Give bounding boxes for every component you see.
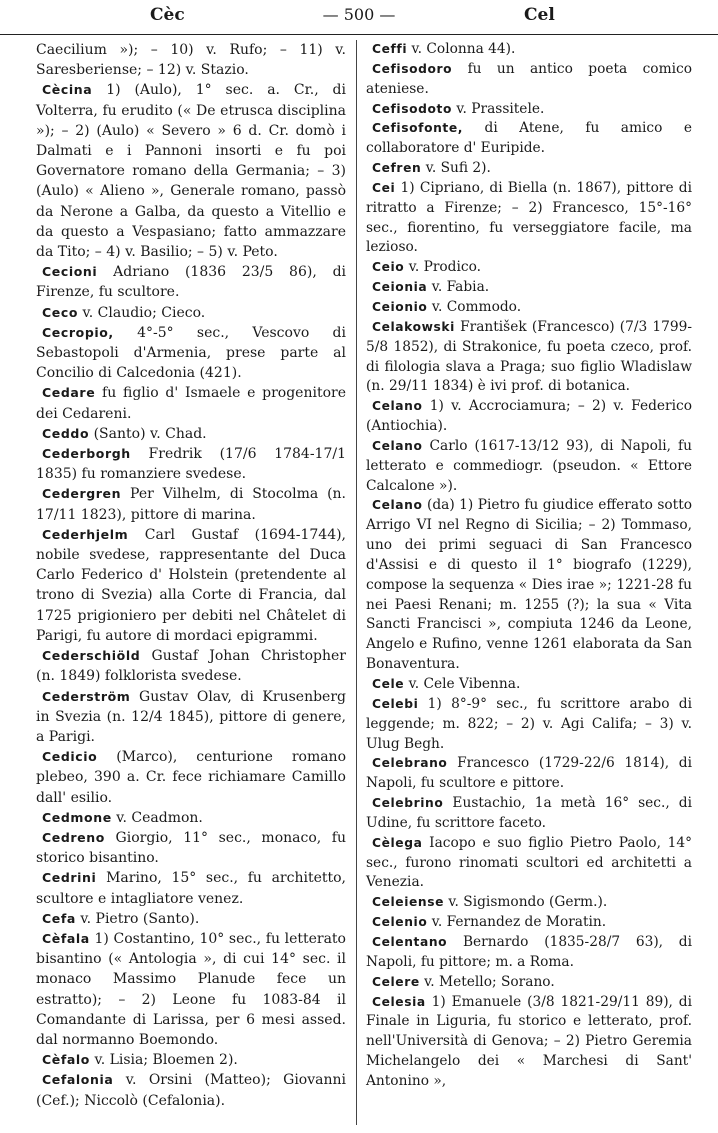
entry-text: Francesco (1729-22/6 1814), di Napoli, fu scultore e pittore. bbox=[366, 755, 692, 792]
entry bbox=[366, 695, 692, 755]
entry bbox=[366, 179, 692, 258]
entry-headword: Celere bbox=[372, 974, 420, 989]
entry bbox=[36, 424, 346, 444]
column-divider bbox=[356, 40, 357, 1125]
right-column bbox=[366, 40, 692, 1092]
entry-text: v. Sufi 2). bbox=[425, 160, 491, 177]
entry bbox=[36, 444, 346, 484]
entry-text: 1) Emanuele (3/8 1821-29/11 89), di Finale in Liguria, fu storico e letterato, prof. nell'Università di Genova; – 2) Pietro Geremia Michelangelo dei « Marchesi di Sant' Antonino », bbox=[366, 993, 693, 1089]
entry bbox=[366, 159, 692, 179]
entry-headword: Celesia bbox=[372, 994, 426, 1009]
entry-text: Carl Gustaf (1694-1744), nobile svedese, rappresentante del Duca Carlo Federico d' Holstein (pretendente al trono di Svezia) alla Corte di Francia, dal 1725 prigioniero per debiti nel Châtelet di Parigi, fu autore di mordaci epigrammi. bbox=[36, 526, 347, 644]
entry-text: Eustachio, 1a metà 16° sec., di Udine, fu scrittore faceto. bbox=[366, 795, 693, 831]
entry-text: 1) 8°-9° sec., fu scrittore arabo di leggende; m. 822; – 2) v. Agi Califa; – 3) v. Ulug Begh. bbox=[366, 695, 693, 752]
entry-text: v. Prodico. bbox=[408, 259, 481, 276]
page-number: — 500 — bbox=[322, 5, 396, 24]
entry-headword: Ceionio bbox=[372, 299, 428, 314]
entry bbox=[366, 993, 692, 1092]
entry-text: Gustaf Johan Christopher (n. 1849) folklorista svedese. bbox=[36, 648, 346, 685]
entry-headword: Celebi bbox=[372, 696, 419, 711]
entry-headword: Cecioni bbox=[42, 264, 98, 280]
entry bbox=[36, 484, 346, 524]
entry-headword: Cedmone bbox=[42, 809, 112, 825]
entry-headword: Ceffi bbox=[372, 42, 408, 56]
entry bbox=[36, 40, 346, 80]
entry bbox=[36, 80, 346, 262]
entry bbox=[366, 258, 692, 278]
entry-headword: Celentano bbox=[372, 934, 448, 949]
entry-text: v. Prassitele. bbox=[456, 100, 545, 117]
entry bbox=[36, 747, 346, 808]
entry-text: v. Claudio; Cieco. bbox=[82, 304, 206, 321]
entry-text: 1) (Aulo), 1° sec. a. Cr., di Volterra, fu erudito (« De etrusca disciplina »); – 2) (Aulo) « Severo » 6 d. Cr. domò i Dalmati e i Pannoni insorti e fu poi Governatore romano della Germania; – 3) (Aulo) « Alieno », Generale romano, passò da Nerone a Galba, da questo a Vitellio e da questo a Vespasiano; fatto ammazzare da Tito; – 4) v. Basilio; – 5) v. Peto. bbox=[36, 82, 347, 261]
entry-text: Caecilium »); – 10) v. Rufo; – 11) v. Saresberiense; – 12) v. Stazio. bbox=[36, 42, 346, 79]
entry bbox=[366, 100, 692, 120]
entry bbox=[36, 323, 346, 384]
entry bbox=[366, 298, 692, 318]
entry bbox=[366, 437, 692, 497]
entry-headword: Cèfalo bbox=[42, 1052, 90, 1068]
entry-text: v. Orsini (Matteo); Giovanni (Cef.); Niccolò (Cefalonia). bbox=[36, 1072, 346, 1109]
entry-text: fu un antico poeta comico ateniese. bbox=[366, 60, 692, 97]
entry bbox=[366, 893, 692, 913]
entry-text: v. Fabia. bbox=[431, 279, 490, 296]
entry bbox=[36, 1070, 346, 1110]
entry bbox=[36, 868, 346, 908]
entry-text: Per Vilhelm, di Stocolma (n. 17/11 1823), pittore di marina. bbox=[36, 486, 347, 523]
entry-text: v. Pietro (Santo). bbox=[80, 910, 200, 927]
entry-text: 1) v. Accrociamura; – 2) v. Federico (Antiochia). bbox=[366, 398, 693, 435]
entry bbox=[36, 525, 346, 646]
entry-text: Gustav Olav, di Krusenberg in Svezia (n. 12/4 1845), pittore di genere, a Parigi. bbox=[36, 688, 346, 745]
entry-headword: Cedreno bbox=[42, 829, 105, 845]
entry-headword: Cefisofonte, bbox=[372, 121, 464, 136]
entry bbox=[366, 675, 692, 695]
entry-headword: Ceio bbox=[372, 260, 405, 275]
entry-text: František (Francesco) (7/3 1799-5/8 1852), di Strakonice, fu poeta czeco, prof. di filologia slava a Praga; suo figlio Wladislaw (n. 29/11 1834) è ivi prof. di botanica. bbox=[366, 318, 692, 395]
entry-headword: Cècina bbox=[42, 82, 93, 98]
entry bbox=[366, 834, 692, 894]
entry-text: Giorgio, 11° sec., monaco, fu storico bisantino. bbox=[36, 829, 346, 867]
entry-headword: Cedergren bbox=[42, 486, 122, 502]
entry-headword: Cedare bbox=[42, 385, 96, 401]
entry-text: v. Lisia; Bloemen 2). bbox=[94, 1052, 238, 1069]
entry-headword: Cèlega bbox=[372, 835, 423, 850]
entry-text: v. Fernandez de Moratin. bbox=[431, 914, 607, 931]
entry-headword: Celebrano bbox=[372, 756, 448, 771]
entry bbox=[366, 278, 692, 298]
entry bbox=[36, 262, 346, 302]
entry-headword: Cedrini bbox=[42, 870, 97, 886]
entry-headword: Cefren bbox=[372, 161, 422, 176]
entry bbox=[36, 687, 346, 748]
entry-text: 1) Cipriano, di Biella (n. 1867), pittore di ritratto a Firenze; – 2) Francesco, 15°-16° sec., fiorentino, fu verseggiatore facile, ma lezioso. bbox=[366, 179, 692, 256]
entry-text: 4°-5° sec., Vescovo di Sebastopoli d'Armenia, prese parte al Concilio di Calcedonia (421). bbox=[36, 324, 346, 382]
entry bbox=[36, 383, 346, 423]
entry-text: v. Colonna 44). bbox=[411, 41, 516, 57]
entry bbox=[36, 828, 346, 868]
entry bbox=[36, 646, 346, 686]
entry-headword: Ceionia bbox=[372, 280, 428, 295]
entry bbox=[36, 929, 346, 1050]
entry-headword: Ceco bbox=[42, 304, 79, 320]
entry-headword: Ceddo bbox=[42, 425, 90, 441]
page-header bbox=[0, 0, 718, 35]
entry-text: 1) Costantino, 10° sec., fu letterato bisantino (« Antologia », di cui 14° sec. il monaco Massimo Planude fece un estratto); – 2) Leone fu 1083-84 il Comandante di Larissa, per 6 mesi assed. dal normanno Boemondo. bbox=[36, 930, 346, 1048]
entry bbox=[366, 60, 692, 100]
entry-headword: Cèfala bbox=[42, 930, 90, 946]
entry-headword: Celebrino bbox=[372, 796, 444, 811]
entry-text: (Santo) v. Chad. bbox=[93, 425, 207, 442]
entry-text: (Marco), centurione romano plebeo, 390 a. Cr. fece richiamare Camillo dall' esilio. bbox=[36, 749, 347, 806]
entry-headword: Cei bbox=[372, 180, 396, 195]
entry-text: fu figlio d' Ismaele e progenitore dei Cedareni. bbox=[36, 385, 346, 422]
running-head-left: Cèc bbox=[150, 5, 185, 25]
entry bbox=[366, 397, 692, 437]
entry bbox=[36, 808, 346, 828]
entry bbox=[36, 909, 346, 929]
entry-headword: Celano bbox=[372, 399, 423, 414]
entry-text: Iacopo e suo figlio Pietro Paolo, 14° sec., furono rinomati scultori ed architetti a Venezia. bbox=[366, 834, 692, 891]
entry-text: Bernardo (1835-28/7 63), di Napoli, fu pittore; m. a Roma. bbox=[366, 933, 692, 970]
entry-headword: Cefisodoto bbox=[372, 101, 452, 116]
entry-headword: Cedicio bbox=[42, 749, 98, 765]
entry bbox=[366, 318, 692, 397]
entry-text: v. Commodo. bbox=[431, 298, 522, 315]
entry-headword: Cederström bbox=[42, 688, 131, 704]
entry bbox=[366, 973, 692, 993]
entry bbox=[366, 496, 692, 675]
entry-text: Marino, 15° sec., fu architetto, scultore e intagliatore venez. bbox=[36, 870, 347, 907]
entry-headword: Cele bbox=[372, 677, 405, 691]
entry-headword: Cefalonia bbox=[42, 1072, 114, 1088]
entry-text: Fredrik (17/6 1784-17/1 1835) fu romanziere svedese. bbox=[36, 446, 346, 483]
entry-headword: Cederschiöld bbox=[42, 648, 141, 664]
entry-headword: Cefa bbox=[42, 910, 76, 926]
entry-text: (da) 1) Pietro fu giudice efferato sotto Arrigo VI nel Regno di Sicilia; – 2) Tommaso, uno dei primi seguaci di San Francesco d'Assisi e di questo il 1° biografo (1229), compose la sequenza « Dies irae »; 1221-28 fu nei Paesi Renani; m. 1255 (?); la sua « Vita Sancti Francisci », compiuta 1246 da Leone, Angelo e Rufino, venne 1261 elaborata da San Bonaventura. bbox=[366, 497, 692, 673]
entry-headword: Cefisodoro bbox=[372, 61, 453, 76]
entry bbox=[366, 913, 692, 933]
entry-headword: Celeiense bbox=[372, 895, 445, 910]
running-head-right: Cel bbox=[524, 5, 555, 25]
entry bbox=[36, 303, 346, 323]
entry-headword: Celakowski bbox=[372, 319, 455, 334]
entry-headword: Cecropio, bbox=[42, 324, 114, 340]
entry bbox=[366, 754, 692, 794]
entry-text: v. Ceadmon. bbox=[116, 809, 203, 826]
entry-text: v. Sigismondo (Germ.). bbox=[448, 894, 608, 911]
entry-text: v. Metello; Sorano. bbox=[424, 973, 555, 990]
entry bbox=[366, 119, 692, 159]
entry-headword: Celenio bbox=[372, 915, 428, 930]
entry-text: v. Cele Vibenna. bbox=[408, 676, 521, 692]
entry-headword: Celano bbox=[372, 438, 423, 453]
entry-text: Adriano (1836 23/5 86), di Firenze, fu scultore. bbox=[36, 264, 347, 301]
entry-headword: Cederborgh bbox=[42, 446, 131, 462]
entry bbox=[36, 1050, 346, 1070]
entry-text: di Atene, fu amico e collaboratore d' Euripide. bbox=[366, 120, 693, 157]
entry bbox=[366, 40, 692, 60]
entry bbox=[366, 794, 692, 834]
entry bbox=[366, 933, 692, 973]
entry-text: Carlo (1617-13/12 93), di Napoli, fu letterato e commediogr. (pseudon. « Ettore Calcalone »). bbox=[366, 437, 692, 494]
left-column bbox=[36, 40, 346, 1111]
entry-headword: Celano bbox=[372, 498, 423, 513]
entry-headword: Cederhjelm bbox=[42, 526, 129, 542]
